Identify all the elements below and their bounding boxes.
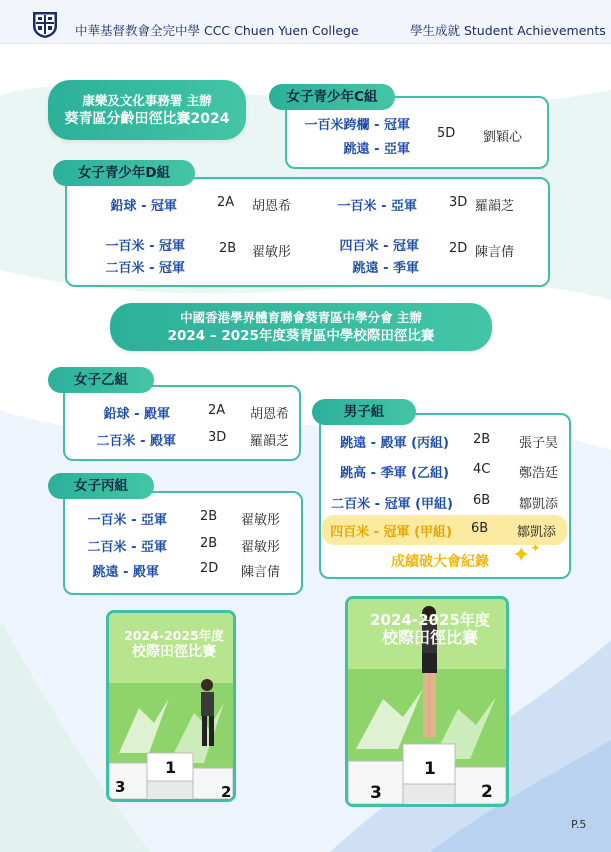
girls-b-row-1-name: 胡恩希 xyxy=(250,407,290,422)
photo1-podium-2: 2 xyxy=(221,783,232,801)
group-d-left-1-name: 胡恩希 xyxy=(252,199,292,214)
photo1-podium-3: 3 xyxy=(115,778,126,796)
record-note: 成績破大會紀錄 xyxy=(391,554,489,570)
boys-row-2-class: 4C xyxy=(473,462,491,477)
group-d-right-1-class: 3D xyxy=(449,195,468,210)
girls-c-row-1-class: 2B xyxy=(200,509,218,524)
girls-c-row-2-name: 翟敏彤 xyxy=(241,540,281,555)
girls-b-row-1-class: 2A xyxy=(208,403,226,418)
photo1-banner-line2: 校際田徑比賽 xyxy=(132,644,216,660)
group-c-name: 劉穎心 xyxy=(483,130,523,145)
section-title: 學生成就 Student Achievements xyxy=(410,23,606,38)
page-header xyxy=(0,0,611,44)
group-d-right-1-event: 一百米 - 亞軍 xyxy=(337,199,417,214)
photo2-podium-3: 3 xyxy=(370,783,382,803)
girls-b-row-2-class: 3D xyxy=(208,430,227,445)
girls-c-row-1-name: 翟敏彤 xyxy=(241,513,281,528)
event2-organizer-pill xyxy=(110,303,492,351)
boys-row-2-event: 跳高 - 季軍 (乙組) xyxy=(340,466,449,481)
group-c-event-2: 跳遠 - 亞軍 xyxy=(343,142,410,157)
girls-c-row-1-event: 一百米 - 亞軍 xyxy=(87,513,167,528)
boys-row-1-event: 跳遠 - 殿軍 (丙組) xyxy=(340,436,449,451)
event2-organizer: 中國香港學界體育聯會葵青區中學分會 主辦 xyxy=(180,310,422,325)
girls-c-row-3-name: 陳言倩 xyxy=(241,565,281,580)
event1-organizer: 康樂及文化事務署 主辦 xyxy=(82,93,212,108)
group-d-left-2-class: 2B xyxy=(219,241,237,256)
school-name: 中華基督教會全完中學 CCC Chuen Yuen College xyxy=(75,23,359,38)
girls-b-row-2-event: 二百米 - 殿軍 xyxy=(96,434,176,449)
school-crest-icon xyxy=(30,9,60,39)
group-d-left-1-class: 2A xyxy=(217,195,235,210)
boys-row-3-name: 鄒凱添 xyxy=(519,497,559,512)
group-d-left-2-name: 翟敏彤 xyxy=(252,245,292,260)
group-d-left-2-event-1: 一百米 - 冠軍 xyxy=(105,239,185,254)
group-d-right-2-event-2: 跳遠 - 季軍 xyxy=(352,261,419,276)
photo-boy-podium xyxy=(345,596,509,807)
boys-row-4-name: 鄒凱添 xyxy=(517,525,557,540)
photo2-podium-1: 1 xyxy=(424,759,436,779)
sparkle-icon: ✦✦ xyxy=(512,541,541,568)
boys-row-3-class: 6B xyxy=(473,493,491,508)
group-c-class: 5D xyxy=(437,126,456,141)
girls-c-row-2-event: 二百米 - 亞軍 xyxy=(87,540,167,555)
event1-organizer-pill xyxy=(48,80,246,140)
girls-b-row-2-name: 羅韻芝 xyxy=(250,434,290,449)
page-number: P.5 xyxy=(571,818,587,831)
girls-c-row-3-event: 跳遠 - 殿軍 xyxy=(92,565,159,580)
event1-title: 葵青區分齡田徑比賽2024 xyxy=(64,111,230,127)
boys-row-1-class: 2B xyxy=(473,432,491,447)
group-d-right-2-name: 陳言倩 xyxy=(475,245,515,260)
photo2-podium-2: 2 xyxy=(481,782,493,802)
group-c-tag: 女子青少年C組 xyxy=(269,84,395,110)
photo1-podium-1: 1 xyxy=(165,758,177,777)
group-d-right-2-event-1: 四百米 - 冠軍 xyxy=(339,239,419,254)
girls-b-box xyxy=(63,385,301,461)
boys-row-4-event: 四百米 - 冠軍 (甲組) xyxy=(330,525,452,540)
event2-title: 2024 – 2025年度葵青區中學校際田徑比賽 xyxy=(167,328,435,344)
girls-c-tag: 女子丙組 xyxy=(48,473,154,499)
girls-c-box xyxy=(63,491,303,595)
boys-tag: 男子組 xyxy=(312,399,416,425)
group-d-right-2-class: 2D xyxy=(449,241,468,256)
group-d-right-1-name: 羅韻芝 xyxy=(475,199,515,214)
group-d-left-2-event-2: 二百米 - 冠軍 xyxy=(105,261,185,276)
photo1-banner-line1: 2024-2025年度 xyxy=(124,628,224,643)
boys-row-4-class: 6B xyxy=(471,521,489,536)
photo2-banner-line2: 校際田徑比賽 xyxy=(381,628,478,647)
boys-row-2-name: 鄭浩廷 xyxy=(519,466,559,481)
group-c-event-1: 一百米跨欄 - 冠軍 xyxy=(304,118,410,133)
photo2-banner-line1: 2024-2025年度 xyxy=(370,611,490,629)
group-d-left-1-event: 鉛球 - 冠軍 xyxy=(110,199,177,214)
group-d-tag: 女子青少年D組 xyxy=(53,160,195,186)
girls-c-row-3-class: 2D xyxy=(200,561,219,576)
photo-girl-podium xyxy=(106,610,236,802)
group-d-box xyxy=(65,177,550,287)
boys-row-3-event: 二百米 - 冠軍 (甲組) xyxy=(331,497,453,512)
girls-b-row-1-event: 鉛球 - 殿軍 xyxy=(103,407,170,422)
girls-b-tag: 女子乙組 xyxy=(48,367,154,393)
boys-row-1-name: 張子昊 xyxy=(519,436,559,451)
girls-c-row-2-class: 2B xyxy=(200,536,218,551)
